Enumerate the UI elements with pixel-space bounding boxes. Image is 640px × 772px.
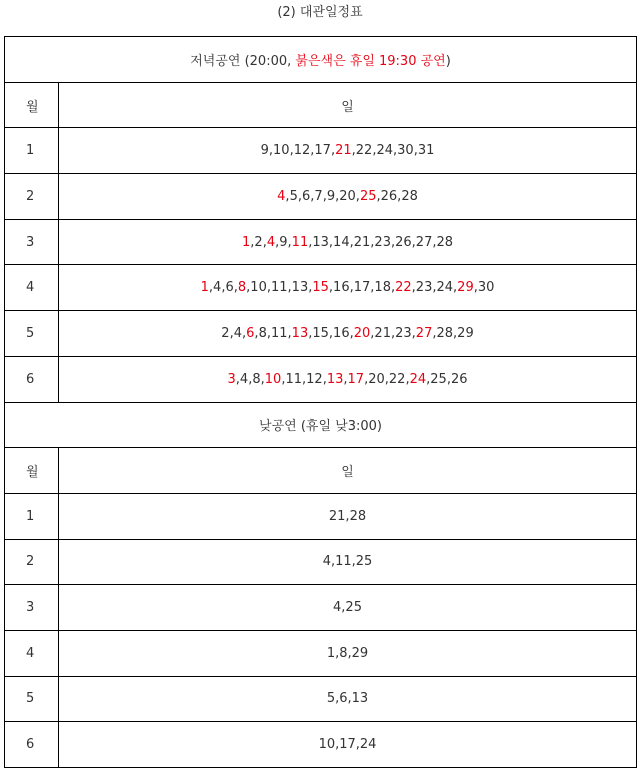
day: 20: [368, 371, 385, 387]
day: 11: [270, 325, 288, 341]
day: 31: [417, 143, 435, 159]
day: 5: [289, 188, 298, 204]
day: 17: [353, 280, 371, 296]
day: 22: [388, 371, 406, 387]
matinee-section-header-row: [5, 402, 637, 448]
day: 27: [415, 234, 433, 250]
day: 10: [250, 280, 267, 296]
matinee-col-day-header: 일: [59, 448, 637, 494]
matinee-days-cell: 1,8,29: [59, 630, 637, 676]
evening-row: [5, 174, 637, 220]
evening-row: [5, 356, 637, 402]
holiday-day: 21: [335, 143, 352, 159]
matinee-month-cell: 6: [5, 722, 59, 768]
holiday-day: 25: [359, 188, 377, 204]
day: 18: [374, 280, 391, 296]
day: 17: [314, 143, 331, 159]
evening-days-cell: 4,5,6,7,9,20,25,26,28: [59, 174, 637, 220]
day: 12: [306, 371, 323, 387]
day: 30: [397, 143, 414, 159]
day: 9: [279, 234, 288, 250]
holiday-day: 4: [277, 188, 286, 204]
evening-col-day-header: 일: [59, 82, 637, 128]
day: 22: [355, 143, 373, 159]
day: 29: [457, 325, 474, 341]
evening-title-suffix: ): [445, 53, 451, 69]
matinee-days-cell: 4,25: [59, 585, 637, 631]
evening-month-cell: 4: [5, 265, 59, 311]
day: 13: [291, 280, 309, 296]
day: 20: [339, 188, 356, 204]
day: 23: [395, 325, 412, 341]
matinee-section-title: 낮공연 (휴일 낮3:00): [5, 402, 637, 448]
matinee-month-cell: 3: [5, 585, 59, 631]
evening-month-cell: 5: [5, 311, 59, 357]
day: 9: [326, 188, 336, 204]
holiday-day: 13: [291, 325, 309, 341]
matinee-month-cell: 1: [5, 493, 59, 539]
rental-schedule-table: [4, 36, 637, 768]
holiday-day: 20: [353, 325, 371, 341]
evening-month-cell: 6: [5, 356, 59, 402]
evening-row: [5, 128, 637, 174]
evening-month-cell: 2: [5, 174, 59, 220]
matinee-row: [5, 676, 637, 722]
day: 6: [225, 280, 234, 296]
evening-section-title: [5, 37, 637, 83]
day: 8: [252, 371, 261, 387]
holiday-day: 17: [347, 371, 365, 387]
day: 4: [213, 280, 222, 296]
evening-title-prefix: 저녁공연 (20:00,: [190, 53, 296, 69]
matinee-col-month-header: 월: [5, 448, 59, 494]
day: 24: [376, 143, 394, 159]
day: 24: [436, 280, 454, 296]
day: 21: [353, 234, 371, 250]
day: 26: [450, 371, 468, 387]
holiday-day: 24: [409, 371, 427, 387]
evening-section-header-row: [5, 37, 637, 83]
day: 23: [374, 234, 391, 250]
matinee-month-cell: 5: [5, 676, 59, 722]
matinee-month-cell: 4: [5, 630, 59, 676]
day: 23: [415, 280, 433, 296]
day: 28: [436, 234, 454, 250]
day: 15: [312, 325, 329, 341]
matinee-row: [5, 539, 637, 585]
day: 10: [273, 143, 290, 159]
day: 12: [293, 143, 311, 159]
matinee-row: [5, 585, 637, 631]
evening-col-month-header: 월: [5, 82, 59, 128]
day: 4: [239, 371, 249, 387]
holiday-day: 27: [415, 325, 433, 341]
day: 28: [401, 188, 418, 204]
day: 11: [270, 280, 288, 296]
schedule-caption: (2) 대관일정표: [277, 5, 363, 20]
day: 14: [333, 234, 350, 250]
evening-days-cell: 2,4,6,8,11,13,15,16,20,21,23,27,28,29: [59, 311, 637, 357]
day: 11: [285, 371, 302, 387]
evening-column-header-row: [5, 82, 637, 128]
day: 2: [254, 234, 263, 250]
day: 26: [380, 188, 398, 204]
day: 16: [333, 280, 350, 296]
matinee-row: [5, 493, 637, 539]
evening-row: [5, 265, 637, 311]
day: 21: [374, 325, 391, 341]
holiday-day: 10: [264, 371, 282, 387]
evening-month-cell: 3: [5, 219, 59, 265]
day: 25: [430, 371, 447, 387]
day: 4: [233, 325, 242, 341]
holiday-day: 22: [395, 280, 412, 296]
evening-row: [5, 311, 637, 357]
holiday-day: 1: [200, 280, 209, 296]
evening-month-cell: 1: [5, 128, 59, 174]
matinee-month-cell: 2: [5, 539, 59, 585]
matinee-days-cell: 10,17,24: [59, 722, 637, 768]
day: 30: [477, 280, 495, 296]
evening-title-highlight: 붉은색은 휴일 19:30 공연: [295, 53, 446, 69]
holiday-day: 29: [457, 280, 474, 296]
day: 13: [312, 234, 329, 250]
matinee-row: [5, 630, 637, 676]
holiday-day: 11: [291, 234, 309, 250]
day: 16: [333, 325, 350, 341]
evening-days-cell: 3,4,8,10,11,12,13,17,20,22,24,25,26: [59, 356, 637, 402]
holiday-day: 6: [246, 325, 255, 341]
holiday-day: 4: [266, 234, 276, 250]
day: 6: [301, 188, 311, 204]
matinee-days-cell: 5,6,13: [59, 676, 637, 722]
day: 26: [395, 234, 412, 250]
evening-days-cell: 1,2,4,9,11,13,14,21,23,26,27,28: [59, 219, 637, 265]
matinee-days-cell: 21,28: [59, 493, 637, 539]
holiday-day: 8: [237, 280, 247, 296]
day: 2: [221, 325, 230, 341]
evening-days-cell: 1,4,6,8,10,11,13,15,16,17,18,22,23,24,29,30: [59, 265, 637, 311]
holiday-day: 1: [241, 234, 251, 250]
matinee-days-cell: 4,11,25: [59, 539, 637, 585]
matinee-column-header-row: [5, 448, 637, 494]
day: 7: [314, 188, 323, 204]
day: 28: [436, 325, 454, 341]
holiday-day: 3: [227, 371, 236, 387]
evening-row: [5, 219, 637, 265]
evening-days-cell: 9,10,12,17,21,22,24,30,31: [59, 128, 637, 174]
day: 8: [258, 325, 267, 341]
holiday-day: 15: [312, 280, 329, 296]
day: 9: [260, 143, 269, 159]
matinee-row: [5, 722, 637, 768]
holiday-day: 13: [326, 371, 344, 387]
